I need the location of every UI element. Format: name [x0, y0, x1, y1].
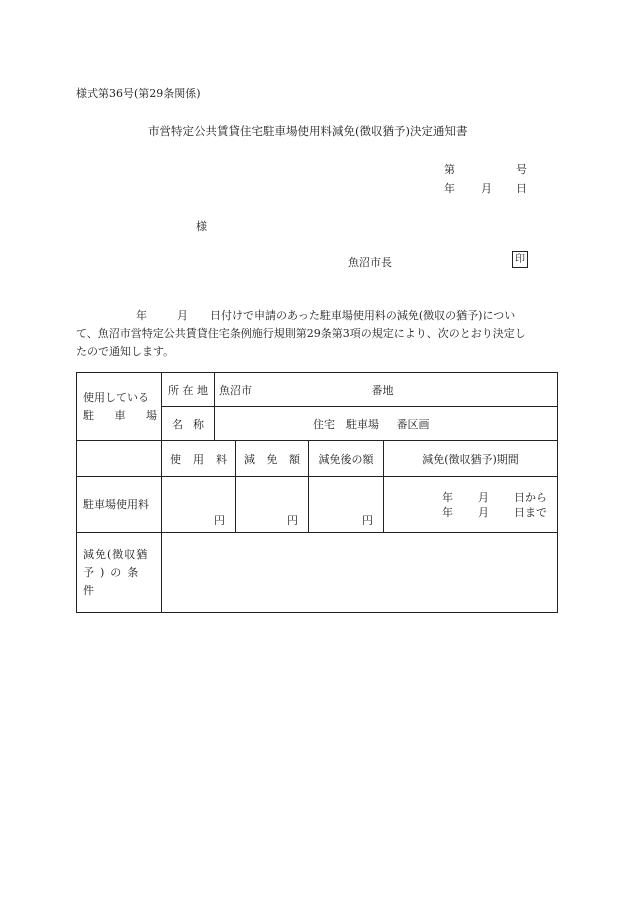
body-line-3: たので通知します。	[76, 345, 175, 358]
fee-yen: 円	[214, 514, 225, 527]
reference-go: 号	[516, 163, 527, 176]
location-banchi: 番地	[371, 383, 394, 397]
period-from: 年 月 日から	[442, 490, 547, 504]
name-value-cell	[215, 407, 558, 441]
conditions-value-cell	[162, 533, 558, 613]
period-to: 年 月 日まで	[442, 505, 547, 519]
date-year-label: 年	[444, 182, 455, 195]
body-line-1	[76, 307, 556, 325]
fee-header-cell: 使 用 料	[162, 441, 236, 477]
reduction-header-cell: 減 免 額	[236, 441, 309, 477]
parking-label-line-2: 駐 車 場	[83, 408, 157, 422]
body-year: 年	[136, 309, 147, 322]
period-header-cell: 減免(徴収猶予)期間	[384, 441, 558, 477]
seal-stamp: 印	[512, 251, 528, 268]
form-number: 様式第36号(第29条関係)	[76, 87, 201, 100]
date-month-label: 月	[481, 182, 492, 195]
parking-label-line-1: 使用している	[83, 390, 149, 404]
after-reduction-value-cell	[309, 477, 384, 533]
body-line-1-rest: 日付けで申請のあった駐車場使用料の減免(徴収の猶予)につい	[210, 309, 516, 322]
body-month: 月	[177, 309, 188, 322]
name-jutaku: 住宅 駐車場	[313, 417, 379, 431]
reference-dai: 第	[444, 163, 455, 176]
header-blank-cell	[77, 441, 162, 477]
location-label-cell: 所 在 地	[162, 373, 215, 407]
fee-value-cell	[162, 477, 236, 533]
conditions-label-line-1: 減免(徴収猶	[83, 547, 149, 561]
location-city: 魚沼市	[219, 383, 252, 397]
body-text	[76, 307, 556, 361]
location-value-cell	[215, 373, 558, 407]
after-reduction-header-cell: 減免後の額	[309, 441, 384, 477]
parking-label-cell	[77, 373, 162, 441]
notice-table	[76, 372, 558, 613]
parking-fee-label-cell: 駐車場使用料	[77, 477, 162, 533]
reduction-yen: 円	[287, 514, 298, 527]
body-line-2: て、魚沼市営特定公共賃貸住宅条例施行規則第29条第3項の規定により、次のとおり決定し	[76, 327, 526, 340]
after-reduction-yen: 円	[362, 514, 373, 527]
conditions-label-cell	[77, 533, 162, 613]
date-day-label: 日	[516, 182, 527, 195]
name-label-cell: 名 称	[162, 407, 215, 441]
conditions-label-line-2: 予)の条件	[83, 565, 145, 597]
name-kukaku: 番区画	[396, 417, 430, 431]
period-value-cell	[384, 477, 558, 533]
recipient-honorific: 様	[196, 220, 207, 233]
issuer-name: 魚沼市長	[348, 256, 392, 269]
document-title: 市営特定公共賃貸住宅駐車場使用料減免(徴収猶予)決定通知書	[148, 124, 468, 138]
reduction-value-cell	[236, 477, 309, 533]
